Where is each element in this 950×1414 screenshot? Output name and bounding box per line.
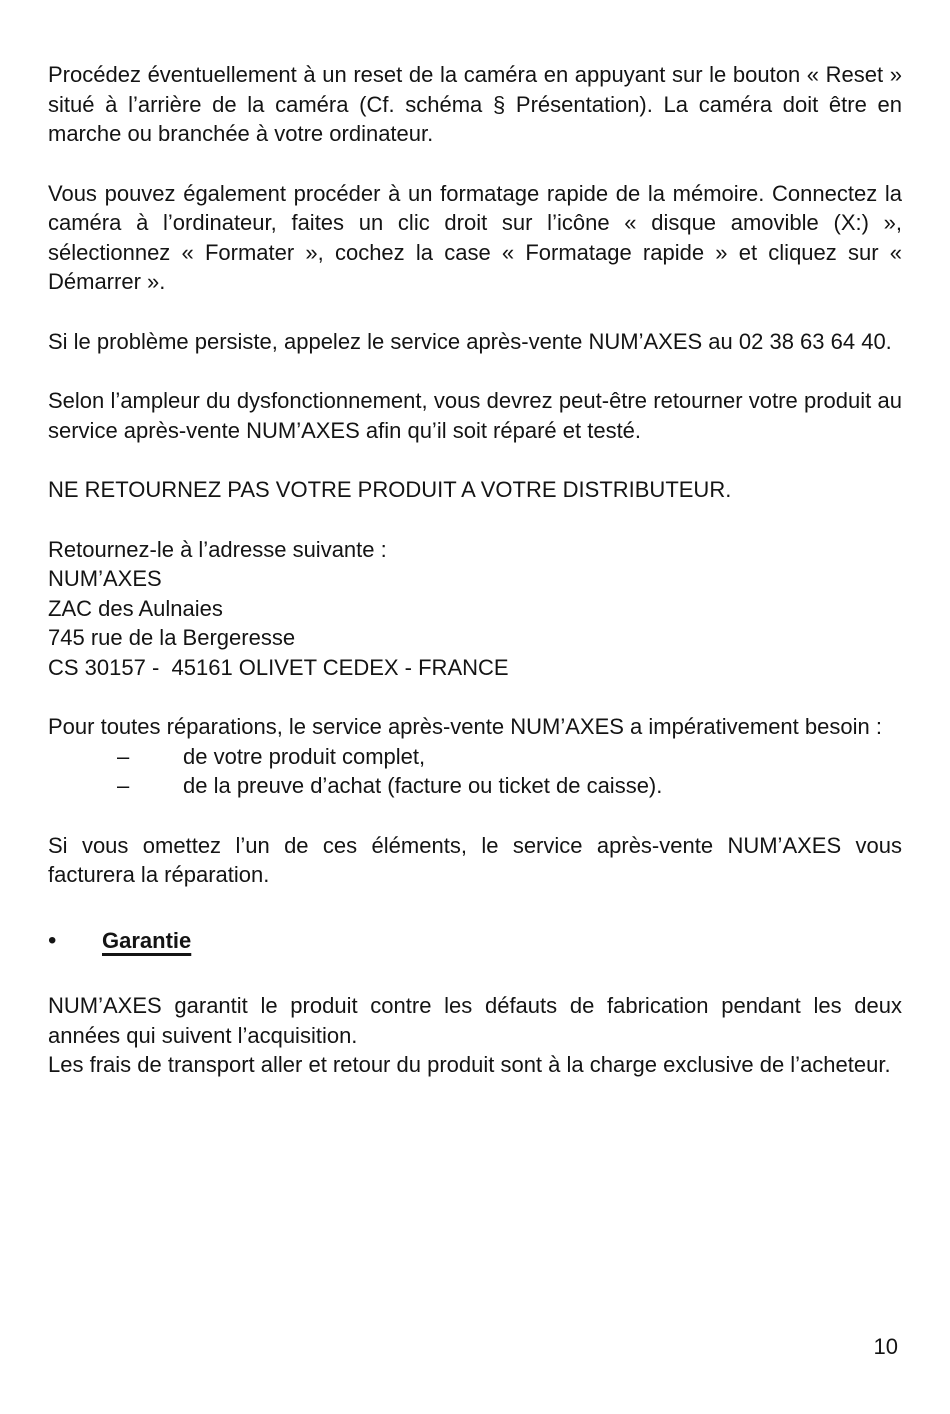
paragraph-after-sales-phone: Si le problème persiste, appelez le service après-vente NUM’AXES au 02 38 63 64 40. xyxy=(48,328,892,354)
paragraph-reset-camera: Procédez éventuellement à un reset de la caméra en appuyant sur le bouton « Reset » situé à l’arrière de la caméra (Cf. schéma § Présentation). La caméra doit être en marche ou branchée à votre ordinateur. xyxy=(48,62,902,146)
address-line-company: NUM’AXES xyxy=(48,566,162,591)
address-intro: Retournez-le à l’adresse suivante : xyxy=(48,536,387,562)
bullet-icon: • xyxy=(48,926,57,954)
list-item-text-complete-product: de votre produit complet, xyxy=(183,743,426,769)
list-item-text-proof-of-purchase: de la preuve d’achat (facture ou ticket de caisse). xyxy=(183,773,663,798)
list-dash-marker: – xyxy=(117,743,130,769)
repairs-requirements-block xyxy=(48,712,902,801)
paragraph-omit-elements: Si vous omettez l’un de ces éléments, le service après-vente NUM’AXES vous facturera la réparation. xyxy=(48,832,902,887)
line-do-not-return-distributor: NE RETOURNEZ PAS VOTRE PRODUIT A VOTRE DISTRIBUTEUR. xyxy=(48,477,732,502)
address-line-city: CS 30157 - 45161 OLIVET CEDEX - FRANCE xyxy=(48,654,509,680)
paragraph-quick-format: Vous pouvez également procéder à un formatage rapide de la mémoire. Connectez la caméra à l’ordinateur, faites un clic droit sur l’icône « disque amovible (X:) », sélectionnez « Formater », cochez la case « Formatage rapide » et cliquez sur « Démarrer ». xyxy=(48,180,902,294)
list-item xyxy=(48,771,902,801)
paragraph-warranty-shipping: Les frais de transport aller et retour du produit sont à la charge exclusive de l’acheteur. xyxy=(48,1052,891,1077)
warranty-heading-label: Garantie xyxy=(102,927,192,953)
address-block xyxy=(48,535,902,683)
paragraph-return-product: Selon l’ampleur du dysfonctionnement, vous devrez peut-être retourner votre produit au service après-vente NUM’AXES afin qu’il soit réparé et testé. xyxy=(48,388,902,443)
paragraph-repairs-intro: Pour toutes réparations, le service après-vente NUM’AXES a impérativement besoin : xyxy=(48,714,882,739)
list-dash-marker: – xyxy=(117,773,130,798)
paragraph-warranty-duration: NUM’AXES garantit le produit contre les défauts de fabrication pendant les deux années qui suivent l’acquisition. xyxy=(48,993,902,1048)
address-line-zac: ZAC des Aulnaies xyxy=(48,595,223,621)
page-number: 10 xyxy=(873,1334,898,1359)
warranty-heading xyxy=(48,926,902,956)
warranty-block xyxy=(48,991,902,1080)
address-line-street: 745 rue de la Bergeresse xyxy=(48,625,296,650)
list-item xyxy=(48,742,902,772)
